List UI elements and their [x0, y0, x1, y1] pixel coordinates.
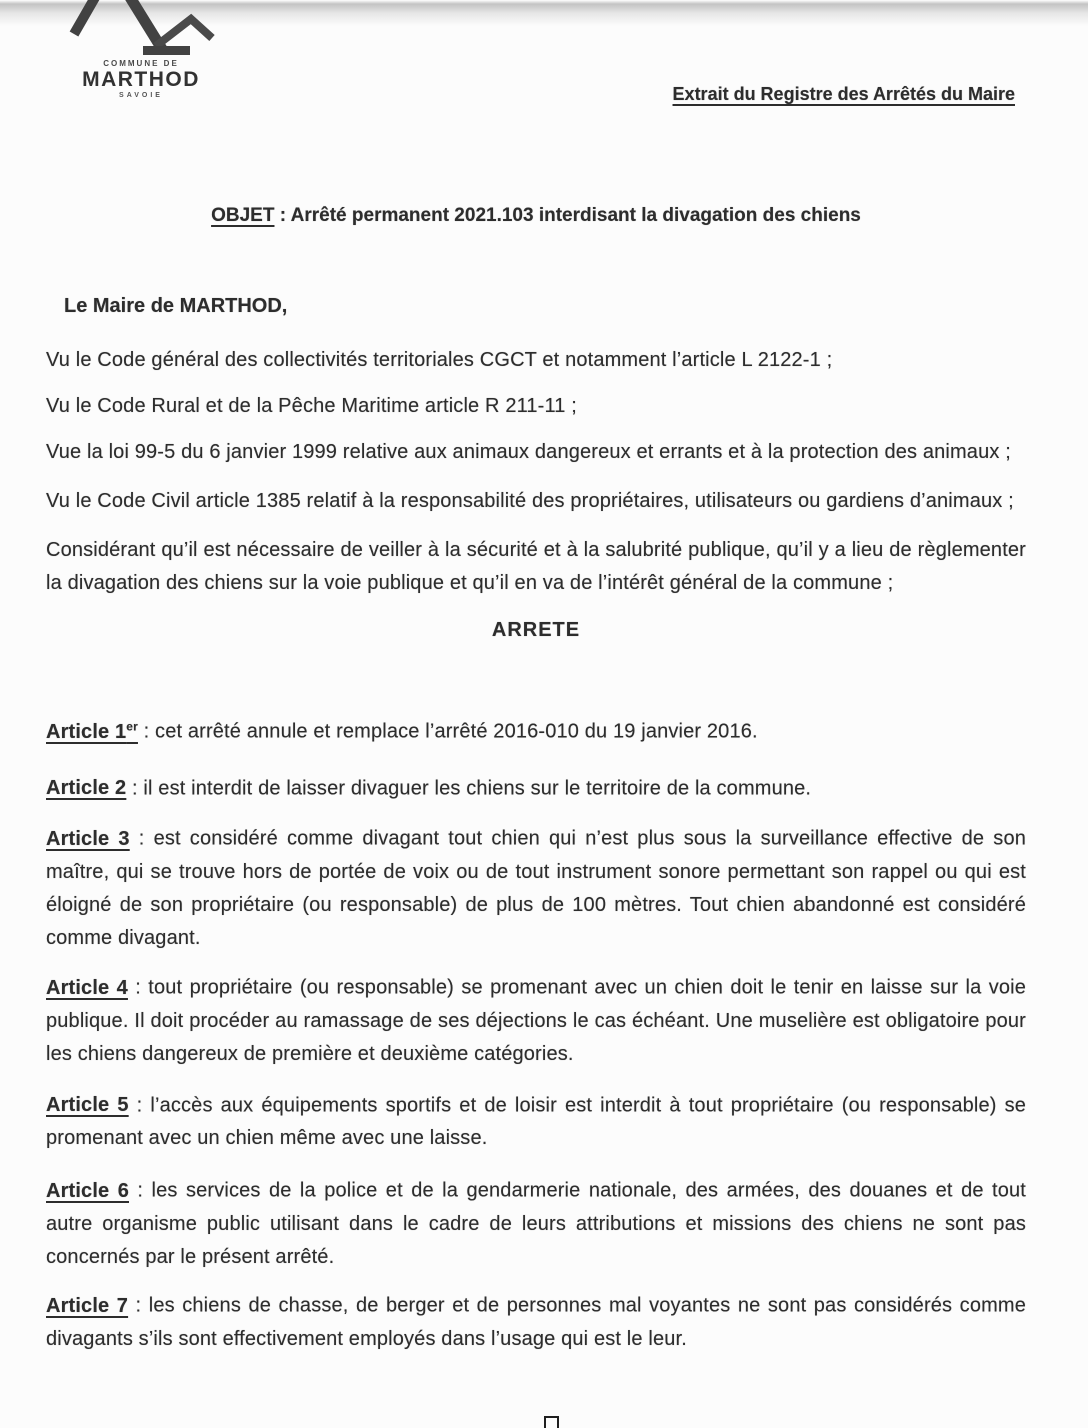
preamble-paragraph: Considérant qu’il est nécessaire de veiller à la sécurité et à la salubrité publique, qu’il y a lieu de règlementer la divagation des chiens sur la voie publique et qu’il en va de l’intérêt général de la commune ; [46, 539, 1026, 594]
article-paragraph [46, 1284, 1026, 1356]
article-label [46, 1180, 129, 1202]
article-label [46, 721, 138, 743]
preamble-paragraph: Vu le Code Civil article 1385 relatif à la responsabilité des propriétaires, utilisateurs ou gardiens d’animaux ; [46, 490, 1014, 512]
logo-commune-text: COMMUNE DE [103, 59, 179, 68]
article-label [46, 1094, 129, 1116]
article-label [46, 828, 130, 850]
salutation-line: Le Maire de MARTHOD, [64, 295, 288, 317]
objet-line [46, 205, 1026, 227]
article-text: : l’accès aux équipements sportifs et de loisir est interdit à tout propriétaire (ou responsable) se promenant avec un chien même avec une laisse. [46, 1094, 1027, 1150]
article-paragraph [46, 966, 1026, 1071]
article-text: : tout propriétaire (ou responsable) se promenant avec un chien doit le tenir en laisse sur la voie publique. Il doit procéder au ramassage de ses déjections le cas échéant. Une muselière est obligatoire pour les chiens dangereux de première et deuxième catégories. [46, 976, 1026, 1065]
article-label-text: Article 5 [46, 1094, 129, 1117]
article-label-text: Article 1 [46, 720, 127, 743]
article-label [46, 777, 126, 799]
commune-logo [56, 0, 226, 99]
article-paragraph [46, 767, 1026, 806]
article-paragraph [46, 710, 1026, 749]
preamble-paragraph: Vu le Code général des collectivités territoriales CGCT et notamment l’article L 2122-1 ; [46, 349, 833, 371]
article-label-text: Article 7 [46, 1294, 129, 1317]
article-label-text: Article 4 [46, 976, 128, 999]
page-end-marker-box [544, 1416, 559, 1428]
article-text: : cet arrêté annule et remplace l’arrêté 2016-010 du 19 janvier 2016. [137, 720, 758, 743]
article-label-text: Article 3 [46, 827, 130, 850]
objet-label: OBJET [211, 205, 275, 226]
document-header [46, 0, 1026, 150]
article-label [46, 977, 128, 999]
article-text: : les services de la police et de la gendarmerie nationale, des armées, des douanes et de tout autre organisme public utilisant dans le cadre de leurs attributions et missions des chiens ne sont pas concernés par le présent arrêté. [46, 1179, 1026, 1268]
article-text: : est considéré comme divagant tout chien qui n’est plus sous la surveillance effective de son maître, qui se trouve hors de portée de voix ou de tout instrument sonore permettant son rappel ou qui est éloigné de son propriétaire (ou responsable) de plus de 100 mètres. Tout chien abandonné est considéré comme divagant. [46, 827, 1026, 949]
article-label-text: Article 6 [46, 1179, 129, 1202]
article-label-text: Article 2 [46, 777, 127, 800]
preamble-paragraph: Vu le Code Rural et de la Pêche Maritime article R 211-11 ; [46, 395, 577, 417]
logo-name-text: MARTHOD [82, 68, 200, 91]
preamble-paragraph: Vue la loi 99-5 du 6 janvier 1999 relative aux animaux dangereux et errants et à la protection des animaux ; [46, 441, 1011, 463]
objet-text: : Arrêté permanent 2021.103 interdisant la divagation des chiens [274, 205, 861, 226]
article-label-superscript: er [126, 719, 138, 733]
article-text: : il est interdit de laisser divaguer les chiens sur le territoire de la commune. [126, 777, 812, 800]
register-title: Extrait du Registre des Arrêtés du Maire [672, 84, 1015, 104]
article-paragraph [46, 1084, 1026, 1156]
article-paragraph [46, 1169, 1026, 1274]
logo-subtext: SAVOIE [119, 92, 163, 100]
decree-heading: ARRETE [491, 619, 581, 641]
article-label [46, 1295, 128, 1317]
article-text: : les chiens de chasse, de berger et de personnes mal voyantes ne sont pas considérés comme divagants s’ils sont effectivement employés dans l’usage qui est le leur. [46, 1294, 1026, 1350]
mountains-icon [61, 0, 221, 58]
article-paragraph [46, 817, 1026, 955]
